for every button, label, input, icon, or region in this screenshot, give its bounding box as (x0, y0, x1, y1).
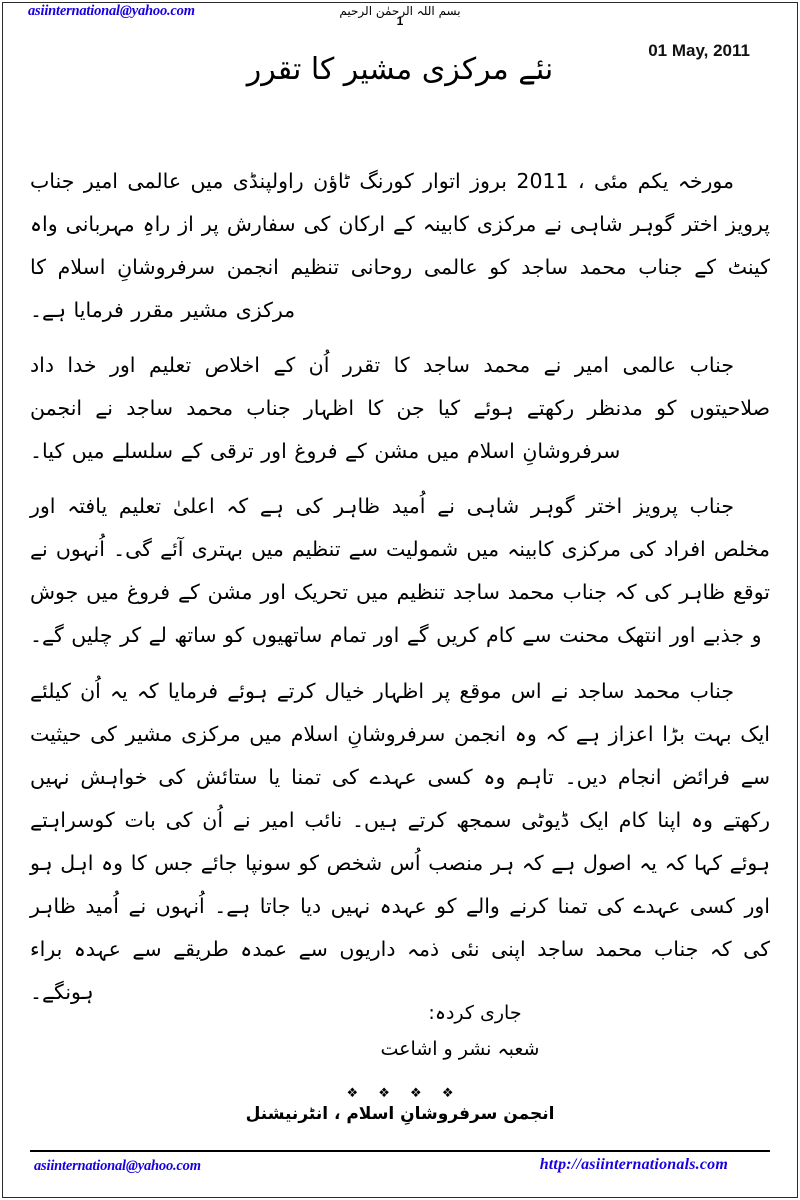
organization-name: انجمن سرفروشانِ اسلام ، انٹرنیشنل (245, 1104, 555, 1124)
page-number: 1 (396, 14, 404, 28)
bismillah-text: بسم اللہ الرحمٰن الرحیم (339, 4, 461, 18)
signature-block (0, 995, 800, 1067)
footer-divider (30, 1150, 770, 1152)
document-date: 01 May, 2011 (648, 41, 750, 60)
document-body (30, 160, 770, 1026)
footer-website-url[interactable]: http://asiinternationals.com (539, 1156, 728, 1173)
body-paragraph: مورخہ یکم مئی ، 2011 بروز اتوار کورنگ ٹاؤن راولپنڈی میں عالمی امیر جناب پرویز اختر گوہر شاہی نے مرکزی کابینہ کے ارکان کی سفارش پر از راہِ مہربانی واہ کینٹ کے جناب محمد ساجد کو عالمی روحانی تنظیم انجمن سرفروشانِ اسلام کا مرکزی مشیر مقرر فرمایا ہے۔ (30, 169, 770, 323)
issuing-department: شعبہ نشر و اشاعت (380, 1038, 540, 1061)
body-paragraph: جناب پرویز اختر گوہر شاہی نے اُمید ظاہر کی ہے کہ اعلیٰ تعلیم یافتہ اور مخلص افراد کی مرکزی کابینہ میں شمولیت سے تنظیم میں بہتری آئے گی۔ اُنہوں نے توقع ظاہر کی کہ جناب محمد ساجد تنظیم میں تحریک اور مشن کے فروغ میں جوش و جذبے اور انتھک محنت سے کام کریں گے اور تمام ساتھیوں کو ساتھ لے کر چلیں گے۔ (30, 494, 770, 648)
footer-email-address[interactable]: asiinternational@yahoo.com (34, 1158, 201, 1174)
body-paragraph: جناب عالمی امیر نے محمد ساجد کا تقرر اُن کے اخلاص تعلیم اور خدا داد صلاحیتوں کو مدنظر رکھتے ہوئے کیا جن کا اظہار جناب محمد ساجد نے انجمن سرفروشانِ اسلام میں مشن کے فروغ اور ترقی کے سلسلے میں کیا۔ (30, 353, 770, 464)
body-paragraph: جناب محمد ساجد نے اس موقع پر اظہار خیال کرتے ہوئے فرمایا کہ یہ اُن کیلئے ایک بہت بڑا اعزاز ہے کہ وہ انجمن سرفروشانِ اسلام میں مرکزی مشیر کی حیثیت سے فرائض انجام دیں۔ تاہم وہ کسی عہدے کی تمنا یا ستائش کی خواہش نہیں رکھتے وہ اپنا کام ایک ڈیوٹی سمجھ کرتے ہیں۔ نائب امیر نے اُن کی بات کوسراہتے ہوئے کہا کہ یہ اصول ہے کہ ہر منصب اُس شخص کو سونپا جائے جس کا وہ اہل ہو اور کسی عہدے کی تمنا کرنے والے کو عہدہ نہیں دیا جاتا ہے۔ اُنہوں نے اُمید ظاہر کی کہ جناب محمد ساجد اپنی نئی ذمہ داریوں سے عمدہ طریقے سے عہدہ براء ہونگے۔ (30, 678, 770, 1004)
page-title: نئے مرکزی مشیر کا تقرر (246, 52, 554, 87)
issued-by-label: جاری کردہ: (428, 1002, 522, 1024)
diamond-ornament-icon: ❖ ❖ ❖ ❖ (346, 1086, 462, 1101)
header-email-address[interactable]: asiinternational@yahoo.com (28, 3, 195, 19)
